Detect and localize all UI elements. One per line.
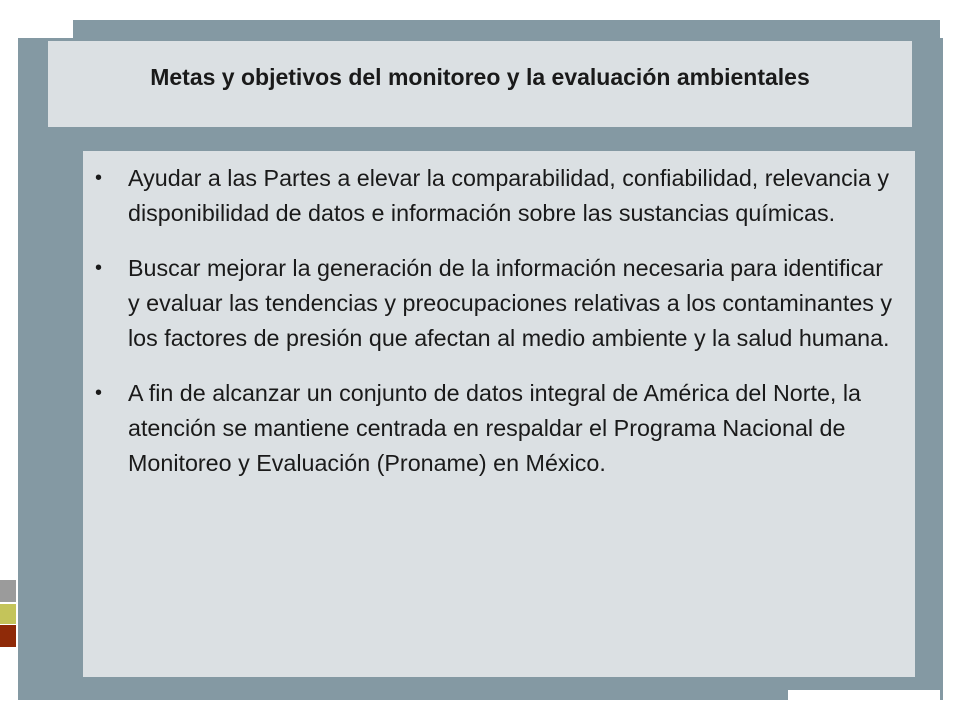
bullet-text: Ayudar a las Partes a elevar la comparabilidad, confiabilidad, relevancia y disponibilidad de datos e información sobre las sustancias químicas. (128, 165, 890, 226)
accent-strip-rust (0, 625, 16, 647)
accent-strip-gray (0, 580, 16, 602)
bullet-icon: • (95, 382, 103, 404)
bullet-item (95, 376, 897, 481)
bullet-item (95, 161, 897, 231)
bullet-item (95, 251, 897, 356)
bullet-icon: • (95, 167, 103, 189)
bullet-text: Buscar mejorar la generación de la información necesaria para identificar y evaluar las tendencias y preocupaciones relativas a los contaminantes y los factores de presión que afectan al medio ambiente y la salud humana. (128, 255, 893, 351)
title-panel (48, 41, 912, 127)
accent-strip-olive (0, 604, 16, 624)
frame-corner-cutout (788, 690, 940, 700)
slide-title: Metas y objetivos del monitoreo y la evaluación ambientales (150, 63, 810, 90)
content-panel (83, 151, 915, 677)
bullet-list (95, 161, 897, 481)
bullet-text: A fin de alcanzar un conjunto de datos integral de América del Norte, la atención se mantiene centrada en respaldar el Programa Nacional de Monitoreo y Evaluación (Proname) en México. (128, 380, 862, 476)
bullet-icon: • (95, 257, 103, 279)
